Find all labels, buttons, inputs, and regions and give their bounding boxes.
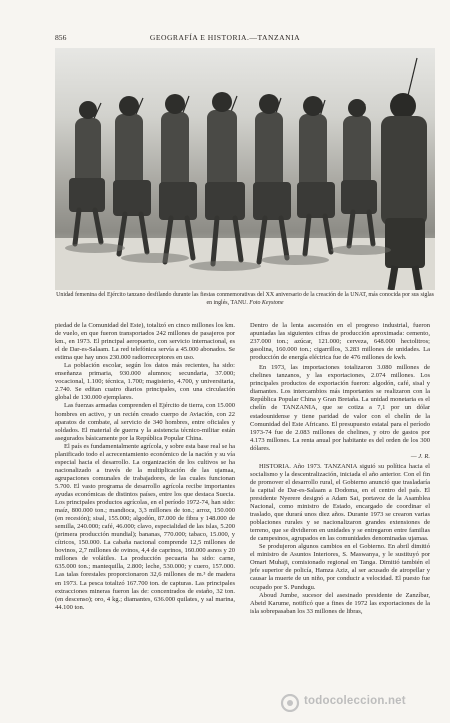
- photo-caption: [55, 292, 435, 307]
- paragraph-transport: piedad de la Comunidad del Este), totalizó en cinco millones los km. de vuelo, en que fueron transportados 242 millones de pasajeros por km., en 1973. El principal aeropuerto, con servicio internacional, es el de Dar-es-Salaam. La red telefónica servía a 45.000 abonados. Se estima que hay unos 230.000 radiorreceptores en uso.: [55, 322, 235, 362]
- running-head: GEOGRAFÍA E HISTORIA.—TANZANIA: [149, 33, 301, 42]
- paragraph-education: La población escolar, según los datos más recientes, ha sido: enseñanza primaria, 930.000 alumnos; secundaria, 37.000; vocacional, 1.100; técnica, 1.700; magisterio, 4.700, y universitaria, 2.740. Se editan cuatro diarios principales, con una circulación global de 130.000 ejemplares.: [55, 362, 235, 402]
- author-signature: — J. R.: [410, 452, 430, 460]
- paragraph-armed-forces: Las fuerzas armadas comprenden el Ejército de tierra, con 15.000 hombres en activo, y un recién creado cuerpo de Aviación, con 22 aparatos de combate, al servicio de 340 hombres, entre oficiales y soldados. El material de guerra y la asistencia técnico-militar están asegurados básicamente por la República Popular China.: [55, 402, 235, 442]
- paragraph-trade: En 1973, las importaciones totalizaron 3.080 millones de chelines tanzanos, y las exportaciones, 2.074 millones. Los principales productos de exportación fueron: algodón, café, sisal y diamantes. Los intercambios más importantes se realizaron con la República Popular China y Gran Bretaña. La unidad monetaria es el chelín de TANZANIA, que se cotiza a 7,1 por un dólar estadounidense y tiene paridad de valor con el chelín de la Comunidad del Este Africano. El presupuesto estatal para el período 1973-74 fue de 2.083 millones de chelines, y otro de gastos por 4.173 millones. La renta anual por habitante es del orden de los 300 dólares.: [250, 364, 430, 452]
- watermark-logo-icon: [280, 694, 300, 712]
- photo-parade: [55, 48, 435, 290]
- parade-illustration: [55, 48, 435, 290]
- paragraph-agriculture: El país es fundamentalmente agrícola, y sobre esta base real se ha planificado todo el acrecentamiento económico de la nación y su vía especial hacia el desarrollo. La organización de los cultivos se ha nacionalizado a través de la multiplicación de las ujamaa, agrupaciones comunales de trabajadores, de las cuales funcionan 5.700. El vasto programa de desarrollo agrícola recibe importantes ayudas económicas de distintos países, entre los que destaca Suecia. Los principales productos agrícolas, en el período 1972-74, han sido: maíz, 800.000 ton.; mandioca, 3,3 millones de ton.; arroz, 150.000 (en recesión); sisal, 155.000; algodón, 87.000 de fibra y 148.000 de semilla, 240.000; café, 46.000; clavo, especialidad de las islas, 5.200 (primera producción mundial); bananas, 770.000; tabaco, 15.000, y cítricos, 150.000. La cabaña nacional comprende 12,5 millones de bovinos, 2,7 millones de ovinos, 4,4 de caprinos, 160.000 asnos y 20 millones de volátiles. La producción pecuaria ha sido: carne, 635.000 ton.; mantequilla, 2.800; leche, 530.000; y cuero, 157.000. Las talas forestales proporcionaron 32,6 millones de m.³ de madera en 1973. La pesca totalizó 167.700 ton. de capturas. Las principales extracciones mineras fueron las de: concentrados de estaño, 32 ton. (en descenso); oro, 4 kg.; diamantes, 636.000 quilates, y sal marina, 44.100 ton.: [55, 442, 235, 611]
- paragraph-industry: Dentro de la lenta ascensión en el progreso industrial, fueron apuntadas las siguientes cifras de producción aproximada: cemento, 237.000 ton.; azúcar, 121.000; cerveza, 648.000 hectolitros; gasolina, 160.000 ton.; cigarrillos, 3.283 millones de unidades. La producción de energía eléctrica fue de 476 millones de kwh.: [250, 322, 430, 362]
- right-column: [250, 322, 430, 616]
- page-number: 856: [55, 33, 67, 42]
- caption-text: Unidad femenina del Ejército tanzano desfilando durante las fiestas conmemorativas del XX aniversario de la creación de la UNAT, más conocida por sus siglas en inglés, TANU.: [56, 292, 434, 306]
- paragraph-government-changes: Se produjeron algunos cambios en el Gobierno. En abril dimitió el ministro de Asuntos Interiores, S. Maswanya, y le sustituyó por Omari Muhaji, comisionado regional en Tanga. Dimitió también el jefe superior de policía, Hamza Aziz, al ser acusado de atropellar y causar la muerte de un niño, por conducir a velocidad. El puesto fue ocupado por S. Pundugu.: [250, 543, 430, 591]
- paragraph-history-1973: HISTORIA. Año 1973. TANZANIA siguió su política hacia el socialismo y la descentralización, iniciada el año anterior. Con el fin de promover el desarrollo rural, el Gobierno anunció que trasladaría la capital de Dar-es-Salaam a Dodoma, en el centro del país. El presidente Nyerere designó a Adam Sai, portavoz de la Asamblea Nacional, como ministro de Estado, encargado de coordinar el traslado, que durará unos diez años. Durante 1973 se crearon varias poblaciones rurales y se nacionalizaron grandes extensiones de terreno, que se dividieron en unidades y se entregaron entre familias de campesinos, agrupados en las comunidades denominadas ujamaa.: [250, 462, 430, 543]
- paragraph-zanzibar: Aboud Jumbe, sucesor del asesinado presidente de Zanzíbar, Abeid Karume, notificó que a fines de 1972 las exportaciones de la isla sobrepasaban los 33 millones de libras,: [250, 591, 430, 615]
- photo-credit: Foto Keystone: [249, 299, 284, 306]
- watermark: [278, 694, 428, 716]
- page-header: [55, 33, 395, 45]
- left-column: [55, 322, 235, 612]
- watermark-text: todocoleccion.net: [304, 695, 406, 707]
